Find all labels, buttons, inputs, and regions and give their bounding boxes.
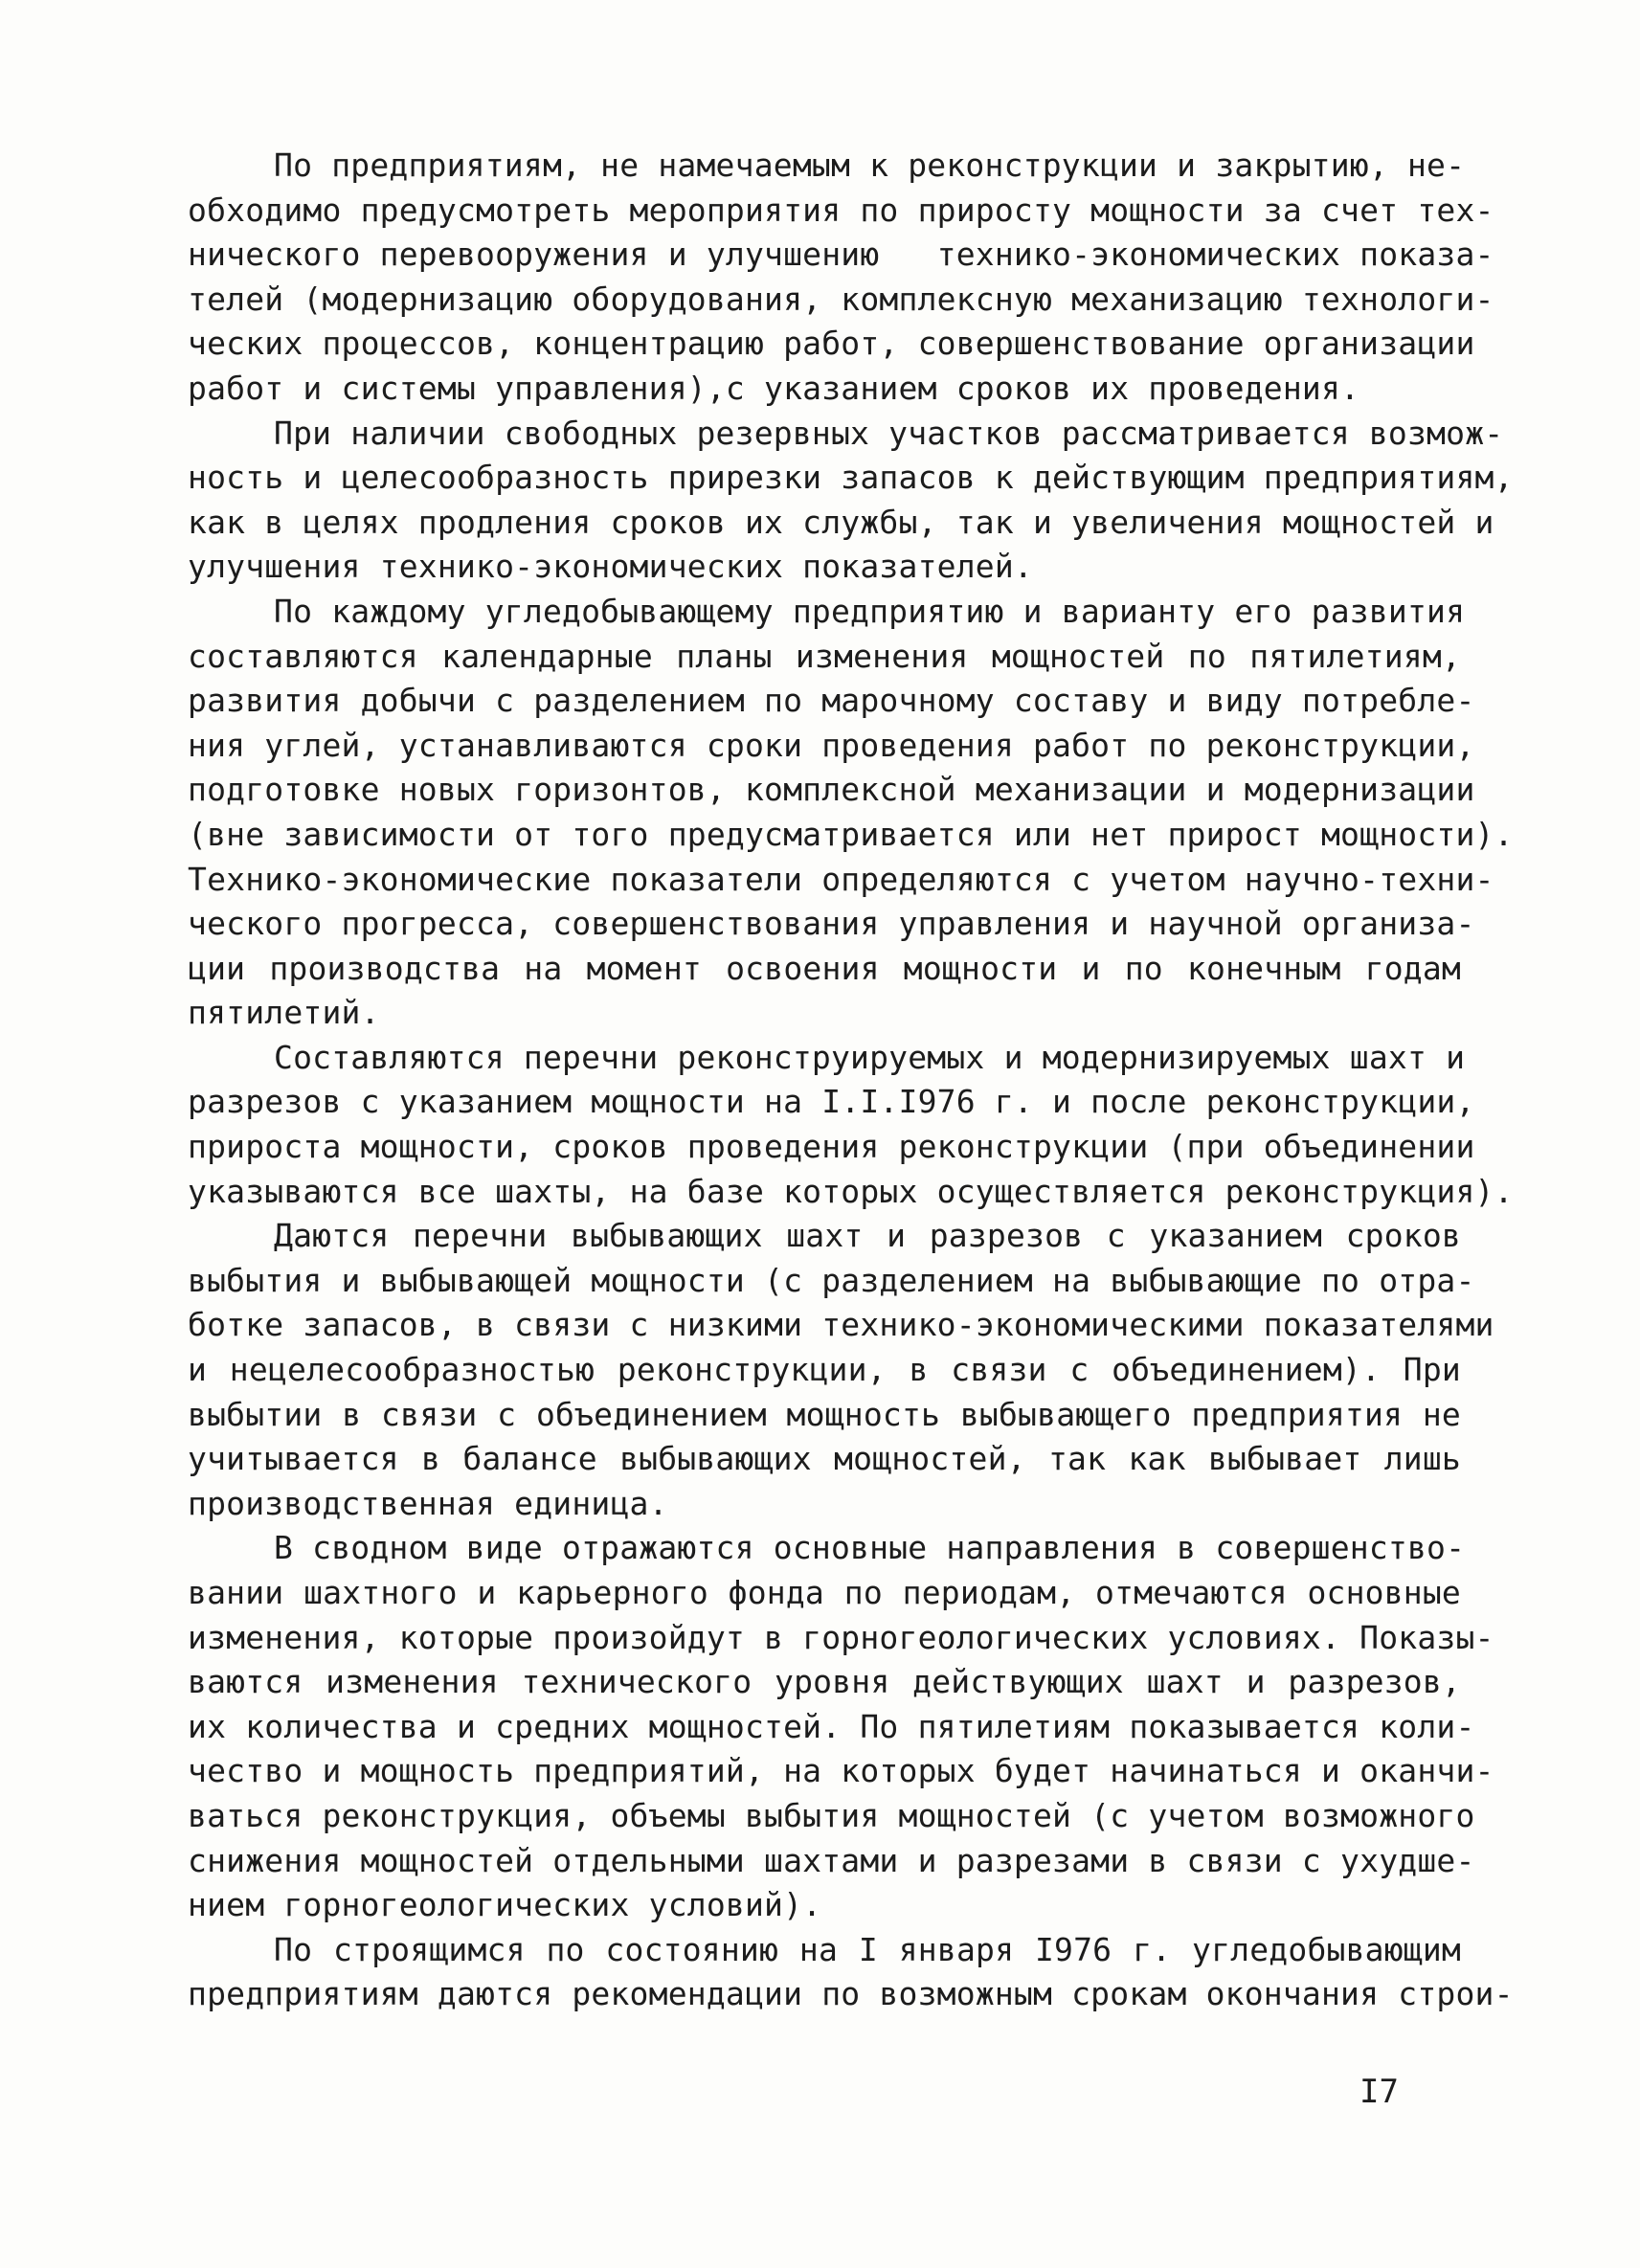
text-line: По строящимся по состоянию на I января I976 г. угледобывающим [274, 1930, 1461, 1968]
text-line: как в целях продления сроков их службы, так и увеличения мощностей и [188, 503, 1494, 541]
text-line: снижения мощностей отдельными шахтами и разрезами в связи с ухудше- [188, 1841, 1475, 1879]
text-line: ботке запасов, в связи с низкими технико-экономическими показателями [188, 1306, 1494, 1344]
text-line: работ и системы управления),с указанием сроков их проведения. [188, 369, 1360, 407]
text-line: По предприятиям, не намечаемым к реконструкции и закрытию, не- [274, 146, 1466, 184]
text-line: изменения, которые произойдут в горногеологических условиях. Показы- [188, 1618, 1494, 1656]
text-line: производственная единица. [188, 1484, 668, 1522]
text-line: выбытия и выбывающей мощности (с разделением на выбывающие по отра- [188, 1261, 1475, 1299]
body-text [188, 144, 1514, 2017]
text-line: ции производства на момент освоения мощности и по конечным годам [188, 949, 1461, 987]
text-line: разрезов с указанием мощности на I.I.I976 г. и после реконструкции, [188, 1083, 1475, 1121]
text-line: прироста мощности, сроков проведения реконструкции (при объединении [188, 1128, 1475, 1166]
text-line: выбытии в связи с объединением мощность выбывающего предприятия не [188, 1395, 1461, 1433]
text-line: ческих процессов, концентрацию работ, совершенствование организации [188, 325, 1475, 363]
text-line: чество и мощность предприятий, на которых будет начинаться и оканчи- [188, 1752, 1494, 1790]
text-line: их количества и средних мощностей. По пятилетиям показывается коли- [188, 1707, 1475, 1745]
text-line: указываются все шахты, на базе которых осуществляется реконструкция). [188, 1172, 1514, 1210]
text-line: нием горногеологических условий). [188, 1886, 822, 1924]
text-line: учитывается в балансе выбывающих мощностей, так как выбывает лишь [188, 1440, 1461, 1478]
text-line: При наличии свободных резервных участков рассматривается возмож- [274, 414, 1504, 452]
text-line: Составляются перечни реконструируемых и модернизируемых шахт и [274, 1038, 1466, 1076]
text-line: По каждому угледобывающему предприятию и варианту его развития [274, 592, 1466, 630]
text-line: обходимо предусмотреть мероприятия по приросту мощности за счет тех- [188, 191, 1494, 229]
text-line: подготовке новых горизонтов, комплексной механизации и модернизации [188, 771, 1475, 809]
text-line: Даются перечни выбывающих шахт и разрезов с указанием сроков [274, 1217, 1461, 1255]
text-line: пятилетий. [188, 994, 380, 1032]
text-line: Технико-экономические показатели определяются с учетом научно-техни- [188, 860, 1494, 898]
text-line: ность и целесообразность прирезки запасов к действующим предприятиям, [188, 459, 1514, 497]
text-line: составляются календарные планы изменения мощностей по пятилетиям, [188, 637, 1461, 675]
page-number: I7 [1359, 2073, 1399, 2111]
text-line: ческого прогресса, совершенствования управления и научной организа- [188, 905, 1475, 943]
text-line: В сводном виде отражаются основные направления в совершенство- [274, 1529, 1466, 1567]
text-line: ния углей, устанавливаются сроки проведения работ по реконструкции, [188, 726, 1475, 764]
text-line: развития добычи с разделением по марочному составу и виду потребле- [188, 682, 1475, 720]
text-line: и нецелесообразностью реконструкции, в связи с объединением). При [188, 1351, 1461, 1389]
text-line: вании шахтного и карьерного фонда по периодам, отмечаются основные [188, 1574, 1461, 1611]
text-line: ваются изменения технического уровня действующих шахт и разрезов, [188, 1663, 1461, 1701]
text-line: телей (модернизацию оборудования, комплексную механизацию технологи- [188, 280, 1494, 318]
text-line: улучшения технико-экономических показателей. [188, 548, 1033, 586]
text-line: нического перевооружения и улучшению технико-экономических показа- [188, 236, 1494, 274]
text-line: ваться реконструкция, объемы выбытия мощностей (с учетом возможного [188, 1796, 1475, 1834]
text-line: (вне зависимости от того предусматривается или нет прирост мощности). [188, 815, 1514, 853]
text-line: предприятиям даются рекомендации по возможным срокам окончания строи- [188, 1975, 1514, 2013]
